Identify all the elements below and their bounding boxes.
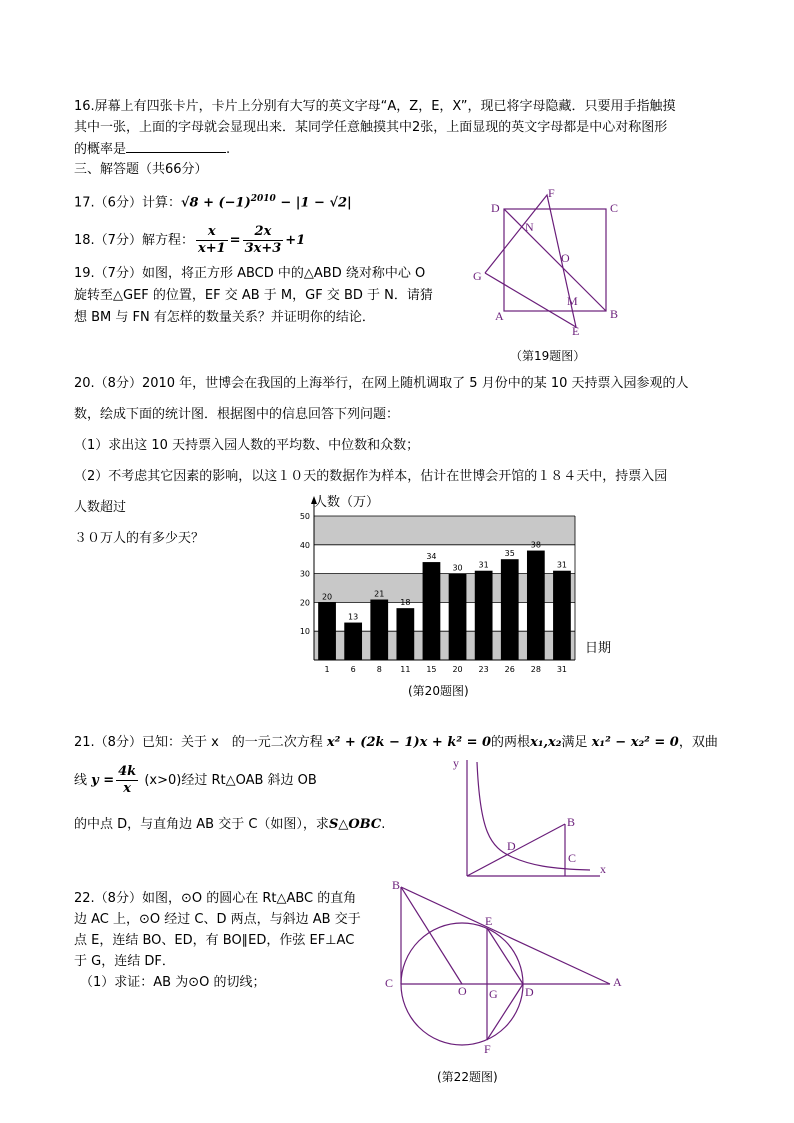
q20-bar-chart	[280, 488, 630, 684]
label-b: B	[567, 815, 576, 829]
x-tick-label-20: 20	[452, 665, 463, 674]
bar-value-label-1: 20	[321, 592, 333, 602]
bar-1	[318, 602, 336, 660]
q17-prefix: 17.（6分）计算：	[74, 195, 181, 211]
label-d: D	[491, 201, 500, 215]
bar-value-label-31: 31	[556, 560, 568, 570]
q20-line2: 数，绘成下面的统计图．根据图中的信息回答下列问题：	[74, 407, 400, 422]
q18-tail: +1	[285, 233, 306, 248]
y-tick-label-40: 40	[299, 540, 310, 550]
q21-condition: x₁² − x₂² = 0	[591, 735, 679, 750]
label-x: x	[600, 862, 606, 876]
x-tick-label-23: 23	[478, 665, 489, 674]
label-y: y	[453, 756, 459, 770]
q20-part2c: ３０万人的有多少天？	[74, 531, 205, 546]
label-m: M	[567, 294, 578, 308]
q16-line3-prefix: 的概率是	[74, 142, 127, 157]
q20-part2b: 人数超过	[74, 500, 127, 515]
q21-equation: x² + (2k − 1)x + k² = 0	[326, 735, 492, 750]
q21-hyp-den: x	[123, 781, 132, 796]
q21-line3	[74, 816, 385, 834]
q16-line3-suffix: .	[226, 142, 231, 157]
q21-mid2: 满足	[561, 735, 588, 750]
bar-8	[370, 600, 388, 660]
q21-mid: 的两根	[491, 735, 531, 750]
label-o: O	[458, 984, 467, 998]
bar-value-label-6: 13	[348, 612, 359, 622]
bar-value-label-8: 21	[374, 589, 385, 599]
bar-6	[344, 623, 362, 660]
q21-prefix: 21.（8分）已知：关于 x 的一元二次方程	[74, 735, 323, 750]
q22-figure	[380, 870, 630, 1060]
q17-expr-b: − |1 − √2|	[275, 195, 352, 211]
bar-value-label-20: 30	[452, 563, 463, 573]
x-tick-label-26: 26	[504, 665, 515, 674]
bar-20	[449, 574, 467, 660]
diagonal-bd	[504, 209, 606, 311]
segment-ed	[487, 928, 523, 984]
q16-line2: 其中一张，上面的字母就会显现出来．某同学任意触摸其中2张，上面显现的英文字母都是中心对称图形	[74, 120, 668, 135]
bar-value-label-11: 18	[400, 598, 411, 608]
y-tick-label-20: 20	[299, 598, 310, 608]
label-g: G	[473, 269, 482, 283]
label-c: C	[568, 851, 577, 865]
q21-area: S△OBC	[328, 817, 382, 832]
label-e: E	[485, 914, 493, 928]
q22-line4: 于 G，连结 DF．	[74, 954, 175, 969]
x-tick-label-31: 31	[556, 665, 568, 674]
bar-value-label-15: 34	[426, 552, 437, 562]
q21-hyperbola-fraction	[116, 764, 138, 797]
q19-line2: 旋转至△GEF 的位置，EF 交 AB 于 M，GF 交 BD 于 N．请猜	[74, 288, 433, 303]
q18-equals: =	[229, 233, 241, 248]
bar-value-label-28: 38	[530, 540, 541, 550]
bar-value-label-23: 31	[478, 560, 489, 570]
x-tick-label-11: 11	[400, 665, 411, 674]
label-b: B	[610, 307, 619, 321]
bar-value-label-26: 35	[504, 549, 515, 559]
label-b: B	[392, 878, 401, 892]
x-tick-label-15: 15	[426, 665, 437, 674]
q18-num1: x	[196, 224, 228, 241]
segment-ba	[401, 887, 610, 984]
y-tick-label-10: 10	[299, 627, 310, 637]
x-tick-label-1: 1	[324, 665, 330, 674]
segment-ob	[467, 824, 565, 876]
q20-caption: (第20题图)	[408, 684, 469, 698]
q19-caption: （第19题图）	[510, 349, 586, 363]
q18	[74, 224, 305, 258]
q22-line1: 22.（8分）如图，⊙O 的圆心在 Rt△ABC 的直角	[74, 891, 357, 906]
q22-part1: （1）求证：AB 为⊙O 的切线；	[80, 975, 266, 990]
label-c: C	[610, 201, 619, 215]
label-c: C	[385, 976, 394, 990]
q21-hyp-num: 4k	[118, 764, 137, 779]
q21-line2-prefix: 线	[74, 773, 88, 788]
q19-figure	[470, 185, 630, 345]
label-g: G	[489, 987, 498, 1001]
q20-part1: （1）求出这 10 天持票入园人数的平均数、中位数和众数；	[74, 438, 420, 453]
q20-line1: 20.（8分）2010 年，世博会在我国的上海举行，在网上随机调取了 5 月份中的某 10 天持票入园参观的人	[74, 376, 689, 391]
bar-15	[423, 562, 441, 660]
y-tick-label-50: 50	[299, 512, 310, 521]
bar-31	[553, 571, 571, 660]
q21-roots: x₁,x₂	[530, 735, 562, 750]
section-3-heading: 三、解答题（共66分）	[74, 162, 208, 177]
q17-exponent: 2010	[250, 194, 276, 204]
q19-line3: 想 BM 与 FN 有怎样的数量关系？并证明你的结论．	[74, 310, 375, 325]
q21-line3-prefix: 的中点 D，与直角边 AB 交于 C（如图），求	[74, 817, 329, 832]
answer-blank	[126, 140, 226, 153]
bar-11	[396, 608, 414, 660]
label-f: F	[548, 186, 555, 200]
q16-line1: 16.屏幕上有四张卡片，卡片上分别有大写的英文字母“A，Z，E，X”，现已将字母隐藏．只要用手指触摸	[74, 99, 676, 114]
q21-line3-suffix: .	[381, 817, 386, 832]
x-axis-label: 日期	[585, 641, 612, 656]
label-a: A	[495, 309, 504, 323]
label-e: E	[572, 324, 580, 338]
q18-prefix: 18.（7分）解方程：	[74, 233, 194, 248]
label-d: D	[525, 985, 534, 999]
q16-line3	[74, 140, 230, 159]
q22-line3: 点 E，连结 BO、ED，有 BO∥ED，作弦 EF⊥AC	[74, 933, 355, 948]
q18-fraction-left	[196, 224, 228, 257]
label-o: O	[561, 251, 570, 265]
q22-caption: (第22题图)	[437, 1070, 498, 1084]
x-tick-label-8: 8	[376, 665, 382, 674]
q21-line2	[74, 764, 317, 798]
q21-figure	[450, 752, 625, 882]
y-tick-label-30: 30	[299, 569, 310, 579]
x-tick-label-6: 6	[350, 665, 356, 674]
q21-line2-suffix: (x>0)经过 Rt△OAB 斜边 OB	[144, 773, 317, 788]
q21-end: ，双曲	[678, 735, 718, 750]
q20-part2: （2）不考虑其它因素的影响，以这１０天的数据作为样本，估计在世博会开馆的１８４天中，持票入园	[74, 469, 668, 484]
q19-line1: 19.（7分）如图，将正方形 ABCD 中的△ABD 绕对称中心 O	[74, 266, 426, 281]
q21-hyperbola-lhs: y =	[91, 773, 115, 788]
label-a: A	[613, 975, 622, 989]
bar-28	[527, 551, 545, 660]
q22-line2: 边 AC 上，⊙O 经过 C、D 两点，与斜边 AB 交于	[74, 912, 361, 927]
label-d: D	[507, 839, 516, 853]
q17-expr-a: √8 + (−1)	[180, 195, 251, 211]
q18-den1: x+1	[197, 241, 226, 256]
q21-line1	[74, 734, 718, 752]
y-axis-label: 人数（万）	[314, 495, 380, 510]
bar-26	[501, 559, 519, 660]
q18-fraction-right	[243, 224, 284, 257]
bar-23	[475, 571, 493, 660]
label-f: F	[484, 1042, 491, 1056]
x-tick-label-28: 28	[530, 665, 541, 674]
label-n: N	[525, 220, 534, 234]
q18-den2: 3x+3	[244, 241, 282, 256]
q18-num2: 2x	[243, 224, 284, 241]
q17	[74, 190, 352, 212]
